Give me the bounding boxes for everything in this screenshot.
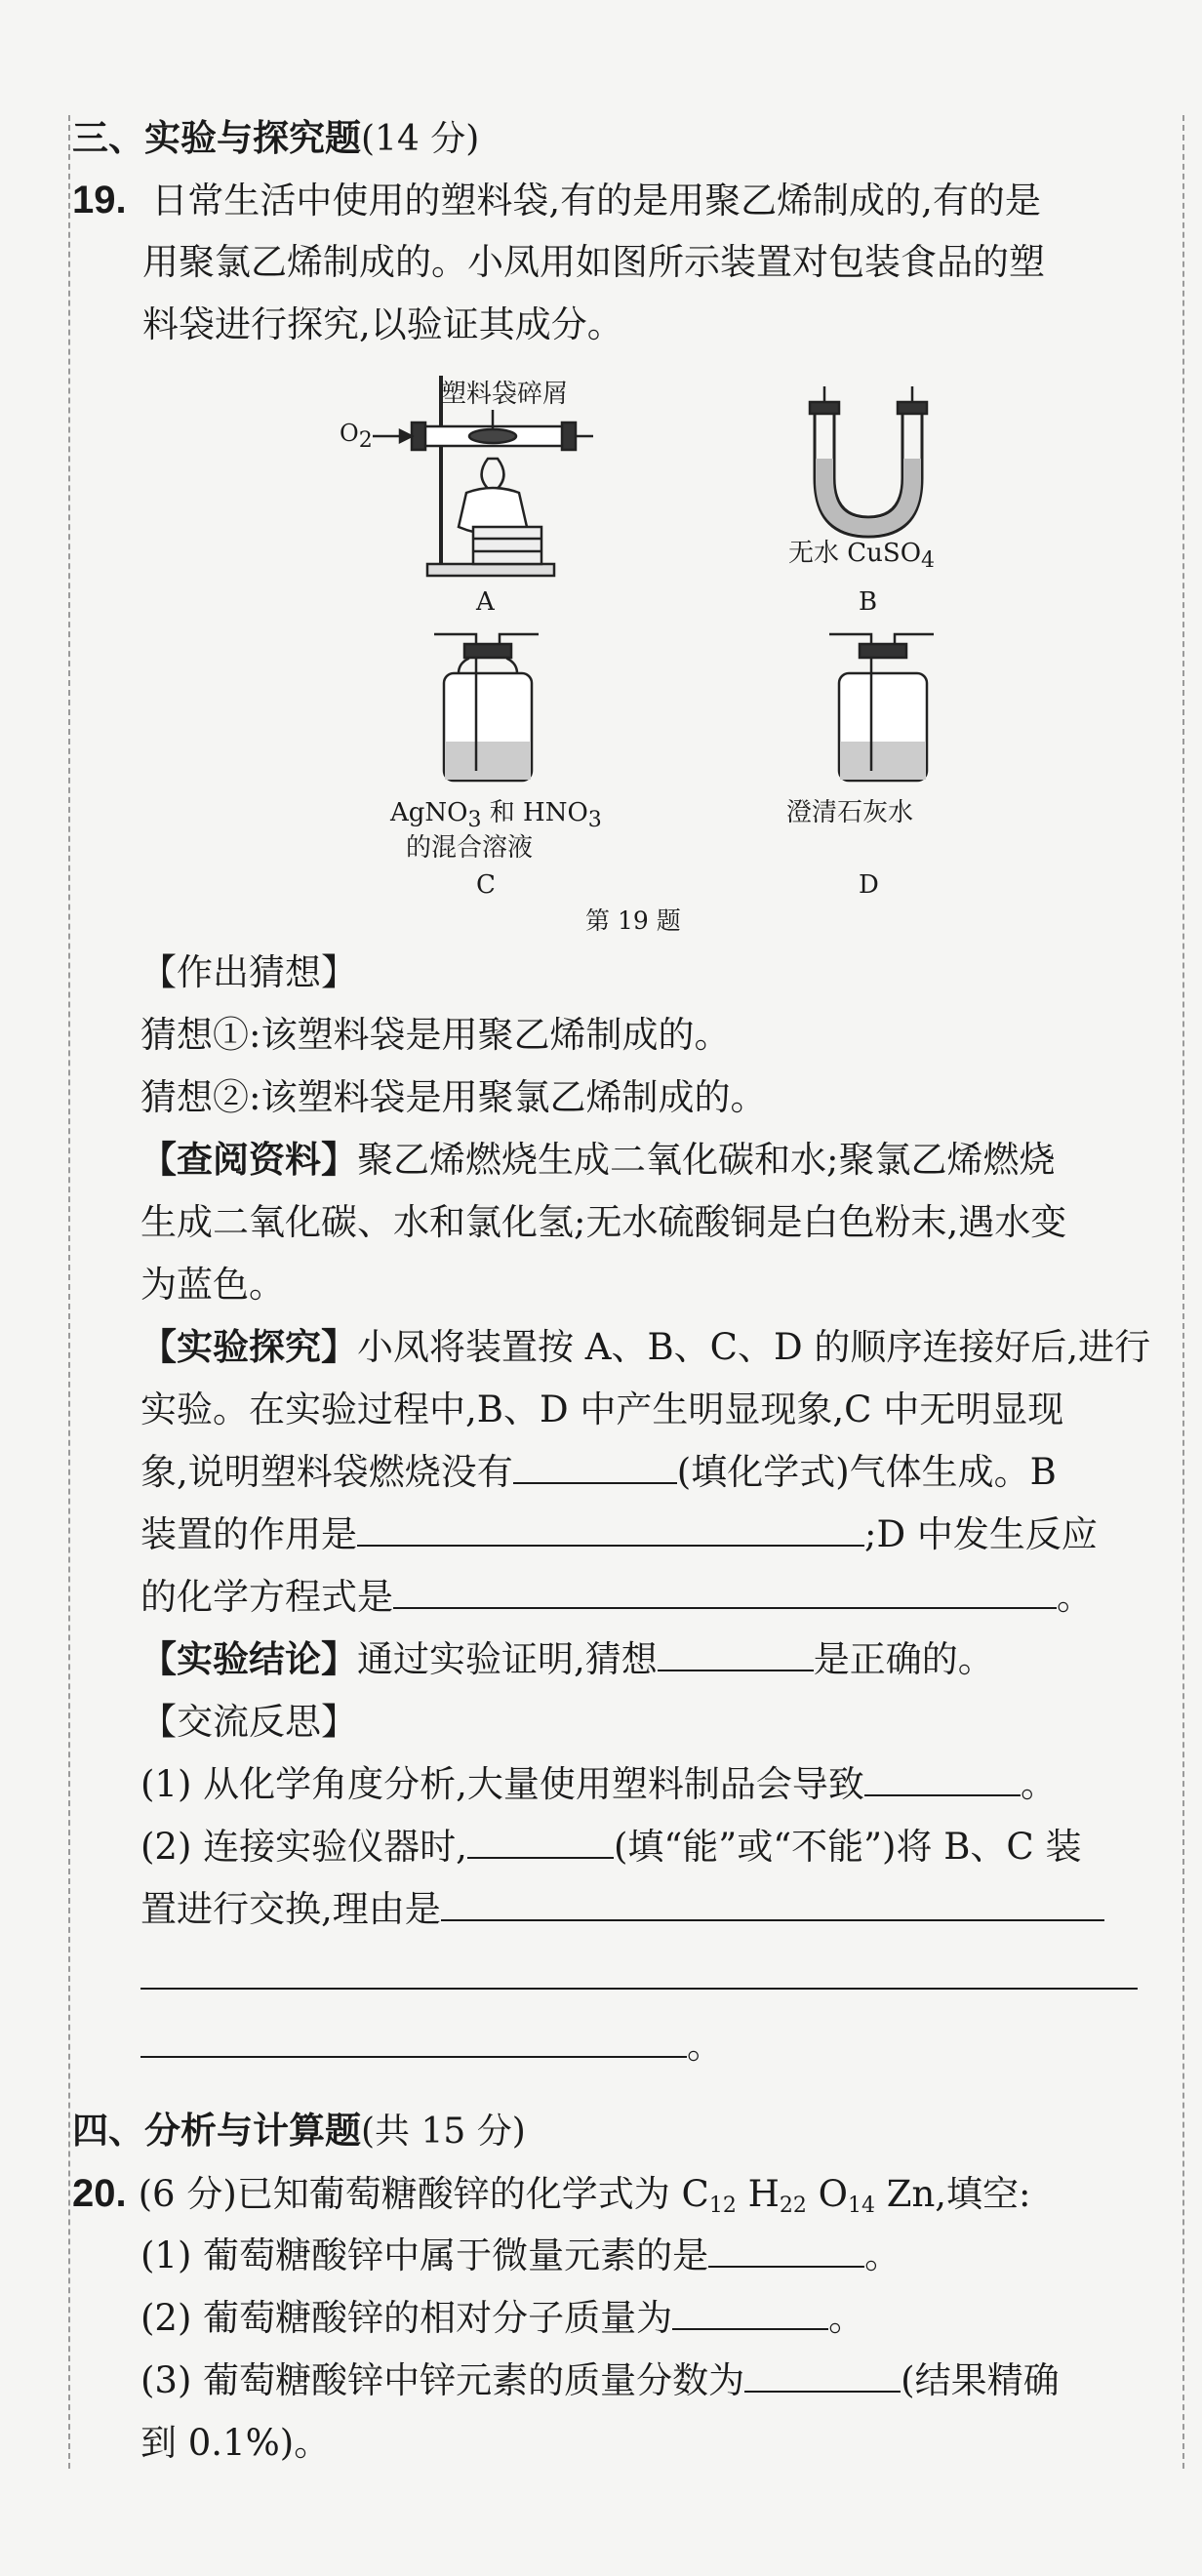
q19-stem-line-3: 料袋进行探究,以验证其成分。 (142, 303, 623, 345)
blank-guess-number[interactable] (658, 1636, 814, 1671)
label-agno3-hno3: AgNO$_3$ 和 $HNO_3$ (390, 798, 602, 832)
u-tube-inner (834, 410, 902, 517)
q19-stem-text-1: 日常生活中使用的塑料袋,有的是用聚乙烯制成的,有的是 (151, 180, 1041, 221)
blank-reason-3[interactable] (140, 2023, 687, 2058)
blank-molecular-mass[interactable] (672, 2295, 828, 2330)
guess-heading: 【作出猜想】 (140, 951, 357, 993)
section-3-score: (14 分) (361, 119, 480, 159)
u-tube-stopper-right (898, 402, 927, 414)
blank-reason-1[interactable] (441, 1886, 1104, 1921)
blank-reason-2[interactable] (140, 1954, 1138, 1990)
q19-stem-line-2: 用聚氯乙烯制成的。小凤用如图所示装置对包装食品的塑 (142, 241, 1045, 283)
q20-part-3: (3) 葡萄糖酸锌中锌元素的质量分数为 (结果精确 (140, 2359, 1060, 2401)
label-mixed-solution: 的混合溶液 (406, 833, 534, 863)
info-heading: 【查阅资料】 (140, 1139, 357, 1181)
figure-caption: 第 19 题 (585, 906, 681, 935)
exp-line-5: 的化学方程式是 。 (140, 1576, 1093, 1618)
section-4-heading (72, 2108, 526, 2155)
label-o2: O2 (340, 420, 373, 453)
info-line-1: 【查阅资料】聚乙烯燃烧生成二氧化碳和水;聚氯乙烯燃烧 (140, 1139, 1056, 1181)
q20-part-3-cont: 到 0.1%)。 (140, 2422, 331, 2464)
blank-can-swap[interactable] (467, 1824, 614, 1859)
reflection-2-reason-end: 。 (140, 2023, 723, 2070)
reflection-1: (1) 从化学角度分析,大量使用塑料制品会导致 。 (140, 1763, 1057, 1805)
blank-gas-formula[interactable] (513, 1449, 677, 1484)
bottle-d-liquid (840, 742, 926, 780)
section-4-title: 四、分析与计算题 (72, 2110, 361, 2152)
guess-2: 猜想②:该塑料袋是用聚氯乙烯制成的。 (140, 1076, 767, 1118)
label-c: C (476, 870, 496, 900)
exp-heading: 【实验探究】 (140, 1326, 357, 1368)
label-b: B (859, 587, 878, 617)
exp-line-4: 装置的作用是 ;D 中发生反应 (140, 1513, 1098, 1555)
label-a: A (476, 587, 495, 617)
bottle-c-inlet (434, 634, 476, 644)
guess-1: 猜想①:该塑料袋是用聚乙烯制成的。 (140, 1014, 731, 1056)
o2-arrowhead (400, 430, 412, 442)
blank-trace-element[interactable] (708, 2233, 864, 2268)
bottle-c-outlet (500, 634, 539, 644)
info-line-3: 为蓝色。 (140, 1264, 285, 1306)
conclusion-line: 【实验结论】通过实验证明,猜想 是正确的。 (140, 1638, 994, 1680)
section-3-title: 三、实验与探究题 (72, 117, 361, 159)
reflection-2: (2) 连接实验仪器时, (填“能”或“不能”)将 B、C 装 (140, 1826, 1082, 1868)
burner-block (473, 527, 541, 564)
bottle-d-outlet (895, 634, 934, 644)
bottle-d-stopper (860, 644, 906, 658)
info-line-2: 生成二氧化碳、水和氯化氢;无水硫酸铜是白色粉末,遇水变 (140, 1201, 1067, 1243)
q20-stem: 20. (6 分)已知葡萄糖酸锌的化学式为 $C_{12}$ $H_{22}$ $O_{14}$ Zn,填空: (72, 2172, 1031, 2218)
conclusion-heading: 【实验结论】 (140, 1638, 357, 1680)
tube-stopper-right (562, 423, 576, 450)
blank-equation[interactable] (393, 1574, 1057, 1609)
q20-part-1: (1) 葡萄糖酸锌中属于微量元素的是 。 (140, 2234, 902, 2276)
q19-number: 19. (72, 179, 127, 221)
label-lime-water: 澄清石灰水 (786, 798, 914, 827)
blank-zinc-fraction[interactable] (744, 2357, 901, 2393)
label-anhydrous-cuso4: 无水 CuSO$_4$ (788, 539, 936, 573)
exp-line-1: 【实验探究】小凤将装置按 A、B、C、D 的顺序连接好后,进行 (140, 1326, 1151, 1368)
u-tube-stopper-left (810, 402, 839, 414)
reflection-2-reason: 置进行交换,理由是 (140, 1886, 1104, 1933)
q19-figure (0, 0, 1202, 937)
bottle-c-liquid (445, 742, 531, 780)
q20-number: 20. (72, 2172, 127, 2215)
label-d: D (859, 870, 879, 900)
reflection-2-reason-cont (140, 1954, 1138, 2001)
blank-b-function[interactable] (357, 1511, 864, 1547)
bottle-d-inlet (829, 634, 871, 644)
bottle-c-stopper (464, 644, 511, 658)
cuso4-powder (816, 459, 921, 535)
stand-base (427, 564, 554, 576)
exp-line-3: 象,说明塑料袋燃烧没有 (填化学式)气体生成。B (140, 1451, 1057, 1493)
blank-plastic-consequence[interactable] (864, 1761, 1021, 1796)
section-4-score: (共 15 分) (361, 2112, 526, 2152)
reflection-heading: 【交流反思】 (140, 1701, 357, 1743)
q20-part-2: (2) 葡萄糖酸锌的相对分子质量为 。 (140, 2297, 865, 2339)
plastic-scraps (469, 429, 516, 443)
exp-line-2: 实验。在实验过程中,B、D 中产生明显现象,C 中无明显现 (140, 1389, 1064, 1430)
label-plastic-scraps: 塑料袋碎屑 (441, 380, 569, 409)
